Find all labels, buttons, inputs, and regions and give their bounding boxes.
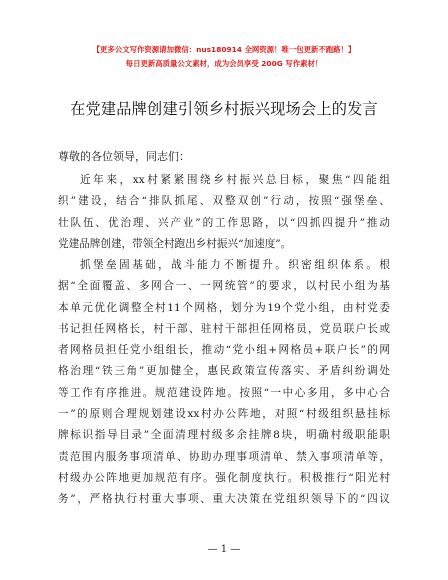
document-title: 在党建品牌创建引领乡村振兴现场会上的发言 [70, 100, 378, 118]
paragraph-line: 抓堡垒固基础，战斗能力不断提升。织密组织体系。根 [80, 259, 390, 271]
page-number: — 1 — [207, 544, 241, 555]
paragraph-line: 务”，严格执行村重大事项、重大决策在党组织领导下的“四议 [58, 493, 390, 506]
promo-banner-line-1: 【更多公文写作资源请加微信：nus180914 全网资源！唯一包更新不跑路！】 [92, 45, 356, 54]
paragraph-line: 一”的原则合理规划建设xx村办公阵地，对照“村级组织悬挂标 [58, 408, 390, 421]
paragraph-1 [58, 170, 390, 255]
paragraph-line: 织”建设，结合“排队抓尾、双整双创”行动，按照“强堡垒、 [58, 195, 390, 208]
paragraph-line: 责范围内服务事项清单、协助办理事项清单、禁入事项清单等， [58, 450, 390, 463]
paragraph-line: 本单元优化调整全村11个网格，划分为19个党小组，由村党委 [58, 301, 390, 314]
paragraph-line: 等工作有序推进。规范建设阵地。按照“一中心多用，多中心合 [58, 386, 390, 399]
paragraph-line: 牌标识指导目录”全面清理村级多余挂牌8块，明确村级职能职 [58, 429, 390, 442]
paragraph-line: 者网格员担任党小组组长，推动“党小组+网格员+联户长”的网 [58, 344, 390, 357]
paragraph-line: 党建品牌创建，带领全村跑出乡村振兴“加速度”。 [58, 237, 292, 250]
paragraph-2 [58, 255, 390, 511]
promo-banner-line-2: 每日更新高质量公文素材，成为会员享受 200G 写作素材！ [125, 59, 323, 68]
paragraph-line: 据“全面覆盖、多网合一、一网统管”的要求，以村民小组为基 [58, 280, 390, 293]
paragraph-line: 村级办公阵地更加规范有序。强化制度执行。积极推行“阳光村 [58, 471, 390, 484]
paragraph-line: 书记担任网格长，村干部、驻村干部担任网格员，党员联户长或 [58, 322, 390, 335]
greeting: 尊敬的各位领导，同志们： [58, 150, 190, 163]
paragraph-line: 格治理“铁三角”更加健全，惠民政策宣传落实、矛盾纠纷调处 [58, 365, 390, 378]
paragraph-line: 壮队伍、优治理、兴产业”的工作思路，以“四抓四提升”推动 [58, 216, 390, 229]
paragraph-line: 近年来，xx村紧紧围绕乡村振兴总目标，聚焦“四能组 [80, 174, 390, 186]
